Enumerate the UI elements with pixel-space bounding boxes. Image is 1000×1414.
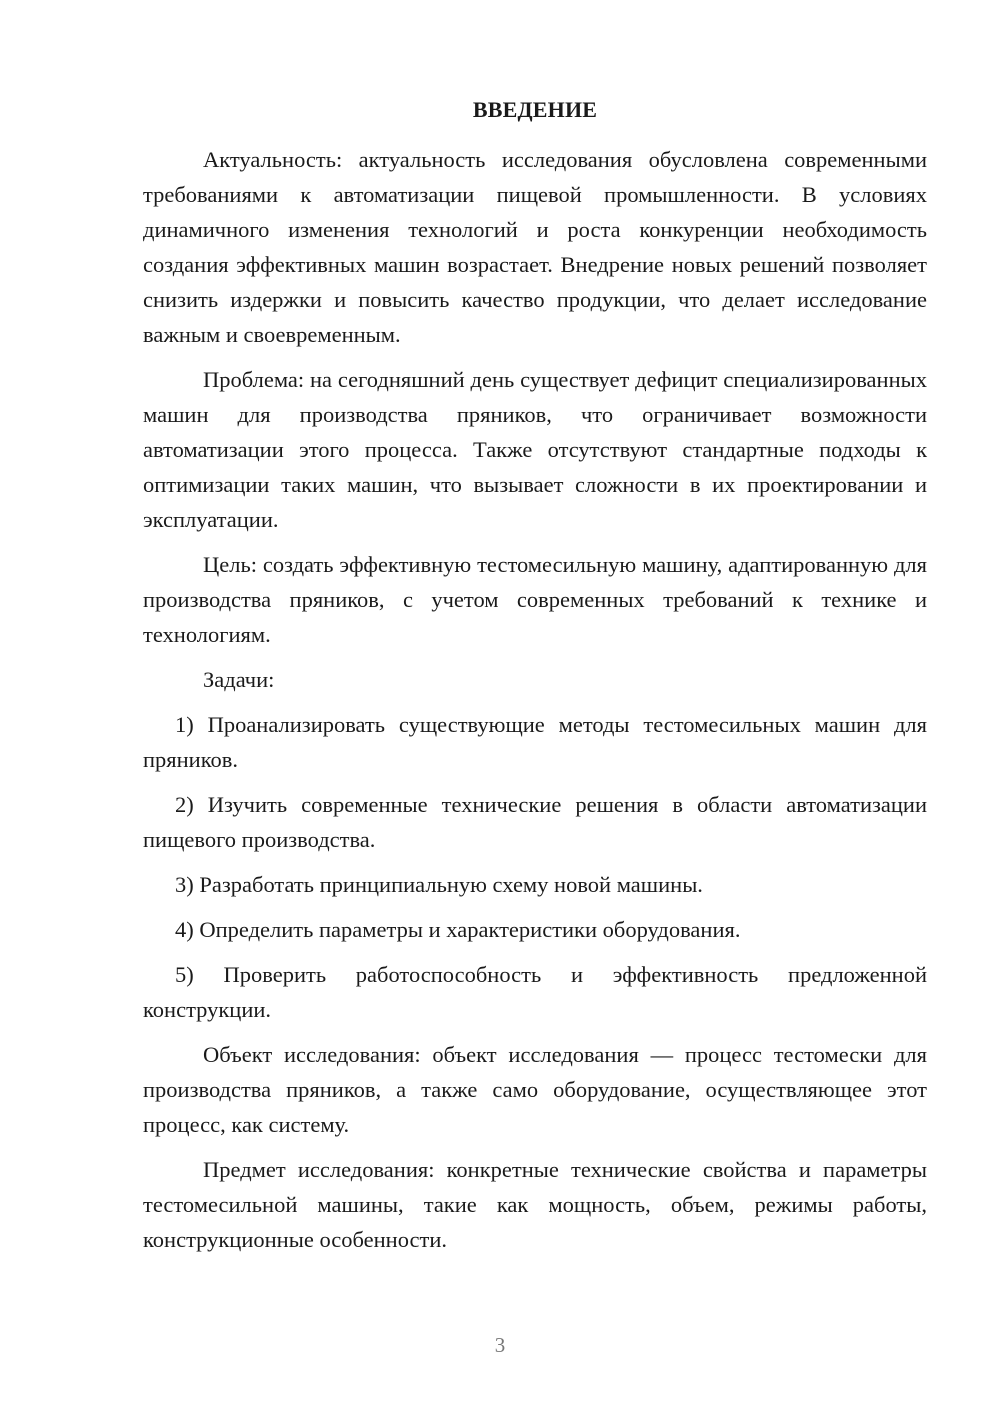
page-number: 3 bbox=[494, 1333, 506, 1357]
tasks-label: Задачи: bbox=[203, 667, 275, 692]
problem-paragraph: Проблема: на сегодняшний день существует дефицит специализированных машин для производства пряников, что ограничивает возможности автоматизации этого процесса. Также отсутствуют стандартные подходы к оптимизации таких машин, что вызывает сложности в их проектировании и эксплуатации. bbox=[143, 367, 927, 532]
task-item: 3) Разработать принципиальную схему новой машины. bbox=[175, 872, 703, 897]
goal-paragraph: Цель: создать эффективную тестомесильную машину, адаптированную для производства пряников, с учетом современных требований к технике и технологиям. bbox=[143, 552, 927, 647]
page-content bbox=[143, 96, 927, 1267]
subject-paragraph: Предмет исследования: конкретные технические свойства и параметры тестомесильной машины, такие как мощность, объем, режимы работы, конструкционные особенности. bbox=[143, 1157, 927, 1252]
task-item: 4) Определить параметры и характеристики оборудования. bbox=[175, 917, 741, 942]
task-item: 1) Проанализировать существующие методы тестомесильных машин для пряников. bbox=[143, 712, 927, 772]
relevance-paragraph: Актуальность: актуальность исследования обусловлена современными требованиями к автоматизации пищевой промышленности. В условиях динамичного изменения технологий и роста конкуренции необходимость создания эффективных машин возрастает. Внедрение новых решений позволяет снизить издержки и повысить качество продукции, что делает исследование важным и своевременным. bbox=[143, 147, 927, 347]
object-paragraph: Объект исследования: объект исследования — процесс тестомески для производства пряников, а также само оборудование, осуществляющее этот процесс, как систему. bbox=[143, 1042, 927, 1137]
task-item: 2) Изучить современные технические решения в области автоматизации пищевого производства. bbox=[143, 792, 927, 852]
task-item: 5) Проверить работоспособность и эффективность предложенной конструкции. bbox=[143, 962, 927, 1022]
section-title: ВВЕДЕНИЕ bbox=[472, 97, 598, 122]
